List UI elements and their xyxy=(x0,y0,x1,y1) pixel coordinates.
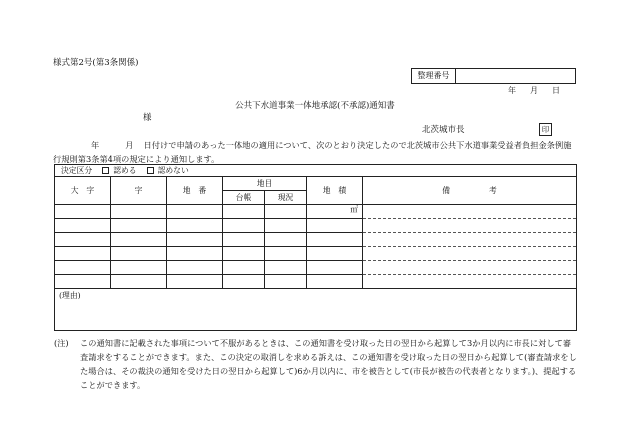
reference-number-field[interactable] xyxy=(456,69,575,83)
cell-genkyo[interactable] xyxy=(265,219,307,233)
col-header-aza: 字 xyxy=(111,177,167,205)
cell-chiban[interactable] xyxy=(167,261,223,275)
cell-oaza[interactable] xyxy=(55,261,111,275)
reference-number-label: 整理番号 xyxy=(412,69,456,83)
approve-checkbox[interactable] xyxy=(102,167,109,174)
reason-label: (理由) xyxy=(59,291,81,300)
cell-chiseki[interactable] xyxy=(307,275,363,289)
cell-genkyo[interactable] xyxy=(265,205,307,219)
cell-biko[interactable] xyxy=(363,233,577,247)
table-row xyxy=(55,275,577,289)
cell-oaza[interactable] xyxy=(55,233,111,247)
body-year-label: 年 xyxy=(91,140,100,150)
cell-oaza[interactable] xyxy=(55,219,111,233)
decision-row xyxy=(55,165,577,177)
cell-daicho[interactable] xyxy=(223,205,265,219)
issuer-name: 北茨城市長 xyxy=(422,125,465,135)
table-row xyxy=(55,233,577,247)
cell-chiseki[interactable] xyxy=(307,205,363,219)
cell-biko[interactable] xyxy=(363,219,577,233)
reason-box[interactable] xyxy=(55,289,577,331)
cell-aza[interactable] xyxy=(111,275,167,289)
cell-aza[interactable] xyxy=(111,247,167,261)
issue-date xyxy=(491,86,560,96)
col-header-daicho: 台帳 xyxy=(223,191,265,205)
cell-aza[interactable] xyxy=(111,219,167,233)
cell-chiseki[interactable] xyxy=(307,247,363,261)
cell-chiban[interactable] xyxy=(167,219,223,233)
cell-chiban[interactable] xyxy=(167,205,223,219)
table-row xyxy=(55,219,577,233)
table-row xyxy=(55,261,577,275)
table-row xyxy=(55,247,577,261)
cell-daicho[interactable] xyxy=(223,247,265,261)
reject-checkbox[interactable] xyxy=(147,167,154,174)
reference-number-box xyxy=(411,68,576,84)
cell-chiban[interactable] xyxy=(167,275,223,289)
cell-daicho[interactable] xyxy=(223,233,265,247)
body-text: 日付けで申請のあった一体地の適用について、次のとおり決定したので北茨城市公共下水道事業受益者負担金条例施行規則第3条第4項の規定により通知します。 xyxy=(53,140,572,164)
reject-label: 認めない xyxy=(157,165,189,175)
body-month-label: 月 xyxy=(125,140,134,150)
cell-oaza[interactable] xyxy=(55,275,111,289)
cell-chiseki[interactable] xyxy=(307,219,363,233)
cell-daicho[interactable] xyxy=(223,219,265,233)
cell-oaza[interactable] xyxy=(55,205,111,219)
cell-genkyo[interactable] xyxy=(265,247,307,261)
cell-chiban[interactable] xyxy=(167,247,223,261)
cell-genkyo[interactable] xyxy=(265,261,307,275)
cell-biko[interactable] xyxy=(363,247,577,261)
cell-aza[interactable] xyxy=(111,205,167,219)
cell-biko[interactable] xyxy=(363,205,577,219)
land-table xyxy=(54,164,577,331)
col-header-biko: 備 考 xyxy=(363,177,577,205)
document-title: 公共下水道事業一体地承認(不承認)通知書 xyxy=(235,101,395,111)
col-header-oaza: 大 字 xyxy=(55,177,111,205)
seal-mark: 印 xyxy=(539,123,552,136)
cell-aza[interactable] xyxy=(111,261,167,275)
col-header-chimoku: 地目 xyxy=(223,177,307,191)
note-heading: (注) xyxy=(54,338,69,348)
area-unit: ㎡ xyxy=(350,205,358,214)
note-text: この通知書に記載された事項について不服があるときは、この通知書を受け取った日の翌日から起算して3か月以内に市長に対して審査請求をすることができます。また、この決定の取消しを求める訴えは、この通知書を受け取った日の翌日から起算して(審査請求をした場合は、その裁決の通知を受けた日の翌日から起算して)6か月以内に、市を被告として(市長が被告の代表者となります。)、提起することができます。 xyxy=(80,338,577,390)
cell-biko[interactable] xyxy=(363,261,577,275)
cell-daicho[interactable] xyxy=(223,275,265,289)
cell-aza[interactable] xyxy=(111,233,167,247)
cell-genkyo[interactable] xyxy=(265,275,307,289)
cell-genkyo[interactable] xyxy=(265,233,307,247)
cell-daicho[interactable] xyxy=(223,261,265,275)
cell-oaza[interactable] xyxy=(55,247,111,261)
cell-chiban[interactable] xyxy=(167,233,223,247)
date-year-label: 年 xyxy=(508,86,516,95)
date-month-label: 月 xyxy=(530,86,538,95)
notice-body xyxy=(53,138,575,166)
cell-chiseki[interactable] xyxy=(307,233,363,247)
decision-label: 決定区分 xyxy=(61,165,93,175)
date-day-label: 日 xyxy=(552,86,560,95)
col-header-genkyo: 現況 xyxy=(265,191,307,205)
cell-biko[interactable] xyxy=(363,275,577,289)
recipient-honorific: 様 xyxy=(143,113,152,123)
col-header-chiban: 地 番 xyxy=(167,177,223,205)
form-number-label: 様式第2号(第3条関係) xyxy=(53,58,139,68)
col-header-chiseki: 地 積 xyxy=(307,177,363,205)
cell-chiseki[interactable] xyxy=(307,261,363,275)
table-row xyxy=(55,205,577,219)
approve-label: 認める xyxy=(113,165,137,175)
